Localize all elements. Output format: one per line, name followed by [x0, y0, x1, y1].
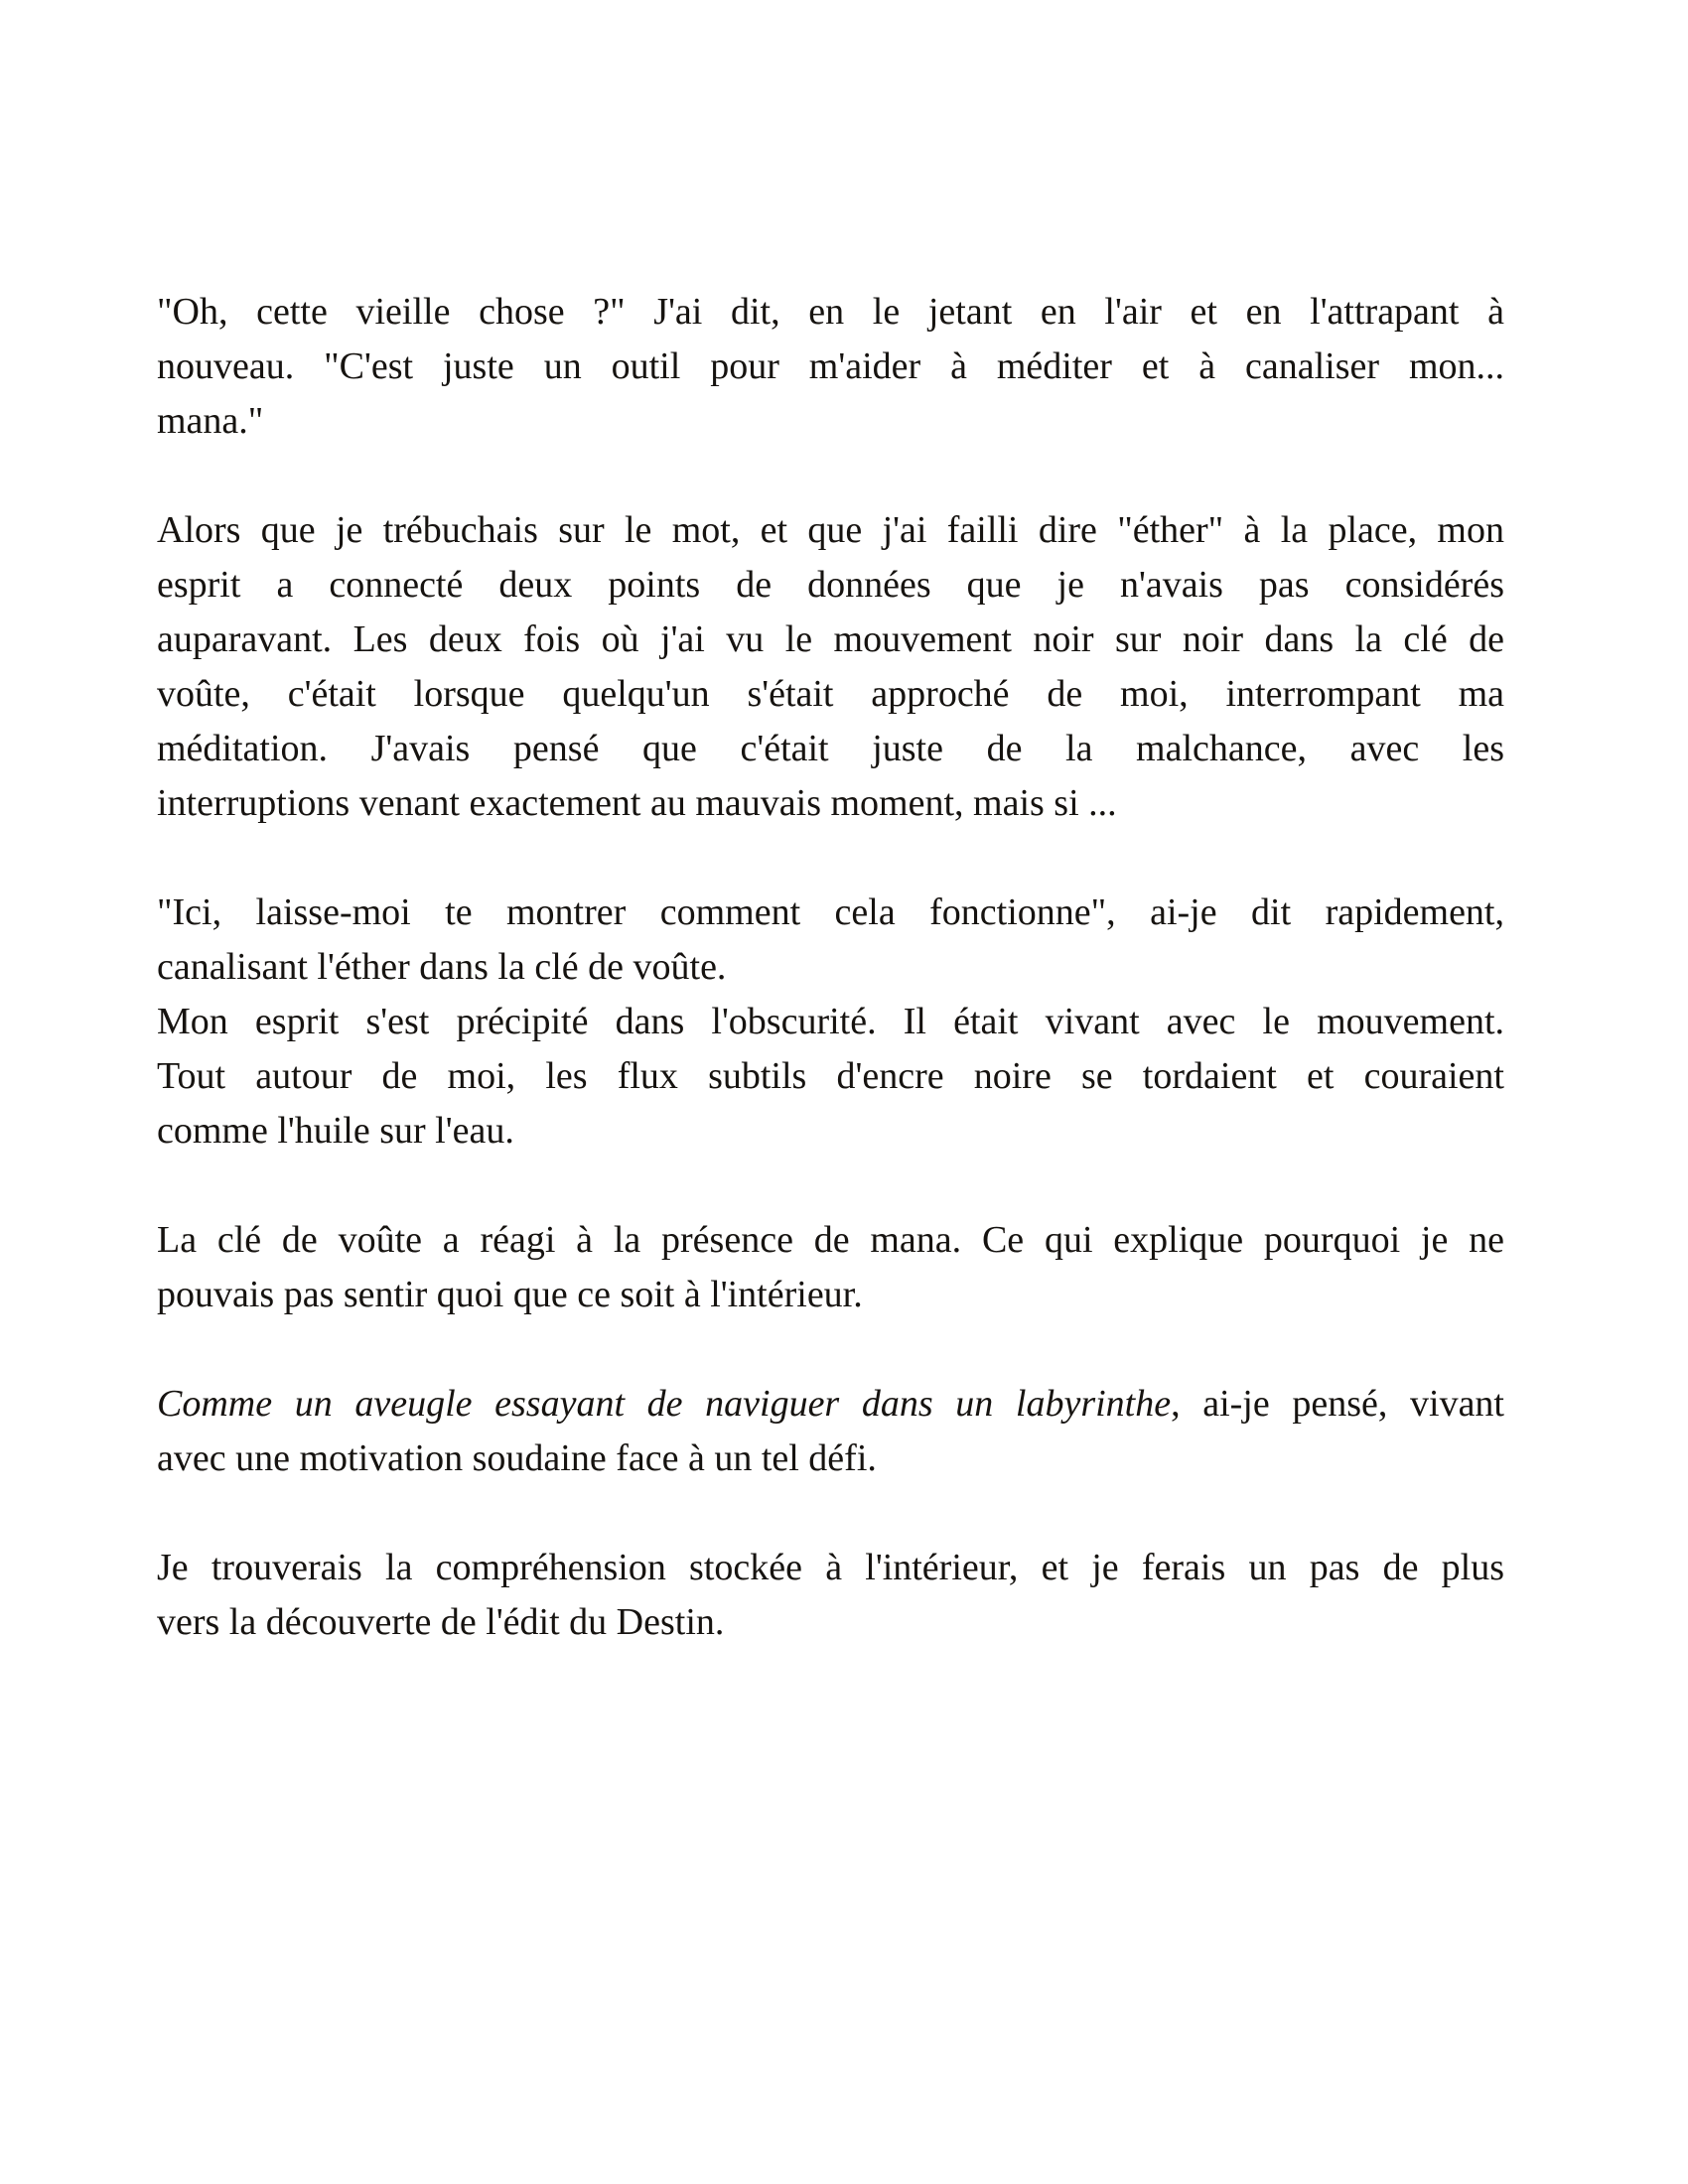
text-line	[157, 340, 1504, 394]
text-line	[157, 394, 1504, 449]
text-line	[157, 1541, 1504, 1595]
text-line	[157, 1377, 1504, 1432]
text-segment: avec une motivation soudaine face à un tel défi.	[157, 1437, 877, 1479]
text-segment: Mon esprit s'est précipité dans l'obscurité. Il était vivant avec le mouvement.	[157, 1001, 1504, 1042]
text-line	[157, 1213, 1504, 1268]
text-line	[157, 886, 1504, 940]
text-segment: méditation. J'avais pensé que c'était juste de la malchance, avec les	[157, 728, 1504, 769]
paragraph	[157, 886, 1504, 995]
text-segment: Je trouverais la compréhension stockée à l'intérieur, et je ferais un pas de plus	[157, 1547, 1504, 1588]
paragraph	[157, 285, 1504, 449]
paragraph	[157, 995, 1504, 1159]
text-segment: La clé de voûte a réagi à la présence de mana. Ce qui explique pourquoi je ne	[157, 1219, 1504, 1261]
page-text	[157, 285, 1504, 1650]
text-line	[157, 940, 1504, 995]
text-segment: nouveau. "C'est juste un outil pour m'aider à méditer et à canaliser mon...	[157, 345, 1504, 387]
text-segment: Tout autour de moi, les flux subtils d'encre noire se tordaient et couraient	[157, 1055, 1504, 1097]
text-line	[157, 667, 1504, 722]
text-line	[157, 722, 1504, 776]
text-segment: pouvais pas sentir quoi que ce soit à l'intérieur.	[157, 1274, 863, 1315]
text-segment: Alors que je trébuchais sur le mot, et que j'ai failli dire "éther" à la place, mon	[157, 509, 1504, 551]
text-line	[157, 776, 1504, 831]
text-line	[157, 1595, 1504, 1650]
paragraph	[157, 1541, 1504, 1650]
text-segment: mana."	[157, 400, 264, 442]
text-line	[157, 558, 1504, 613]
text-segment: esprit a connecté deux points de données que je n'avais pas considérés	[157, 564, 1504, 606]
paragraph	[157, 1213, 1504, 1322]
text-line	[157, 503, 1504, 558]
text-line	[157, 995, 1504, 1049]
paragraph	[157, 503, 1504, 831]
paragraph	[157, 1377, 1504, 1486]
text-line	[157, 1432, 1504, 1486]
text-line	[157, 613, 1504, 667]
text-line	[157, 1049, 1504, 1104]
italic-text-segment: Comme un aveugle essayant de naviguer dans un labyrinthe	[157, 1383, 1172, 1425]
text-segment: "Ici, laisse-moi te montrer comment cela fonctionne", ai-je dit rapidement,	[157, 891, 1504, 933]
text-segment: comme l'huile sur l'eau.	[157, 1110, 514, 1152]
text-line	[157, 1104, 1504, 1159]
text-segment: canalisant l'éther dans la clé de voûte.	[157, 946, 727, 988]
text-segment: "Oh, cette vieille chose ?" J'ai dit, en le jetant en l'air et en l'attrapant à	[157, 291, 1504, 333]
text-segment: vers la découverte de l'édit du Destin.	[157, 1601, 725, 1643]
text-line	[157, 1268, 1504, 1322]
text-segment: voûte, c'était lorsque quelqu'un s'était approché de moi, interrompant ma	[157, 673, 1504, 715]
text-segment: auparavant. Les deux fois où j'ai vu le mouvement noir sur noir dans la clé de	[157, 618, 1504, 660]
text-segment: , ai-je pensé, vivant	[1171, 1383, 1504, 1425]
text-segment: interruptions venant exactement au mauvais moment, mais si ...	[157, 782, 1117, 824]
text-line	[157, 285, 1504, 340]
